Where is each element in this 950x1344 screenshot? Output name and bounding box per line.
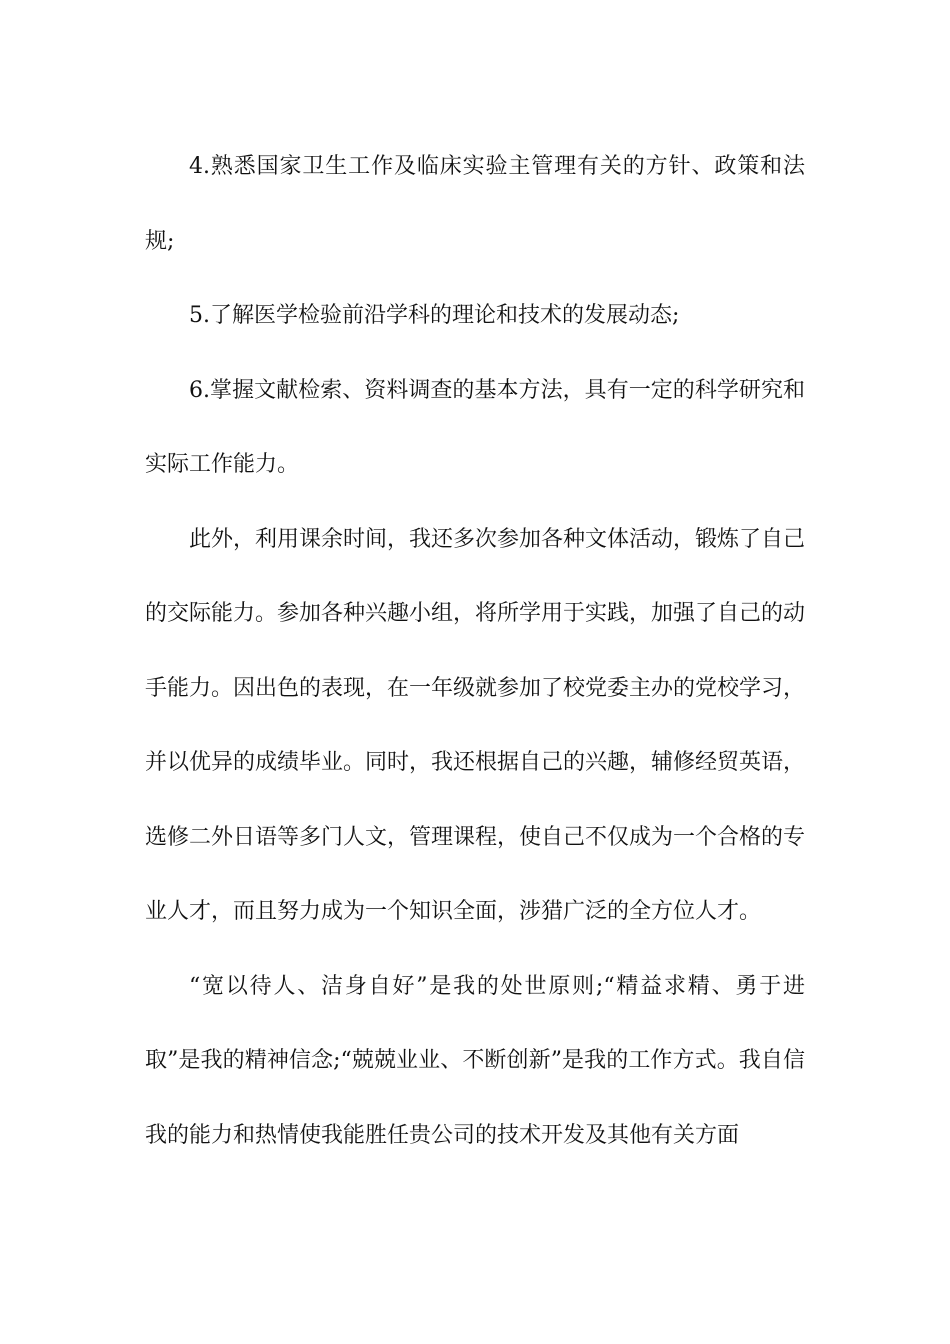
paragraph-item-5: 5.了解医学检验前沿学科的理论和技术的发展动态; <box>189 303 680 328</box>
paragraph-extracurricular: 此外，利用课余时间，我还多次参加各种文体活动，锻炼了自己的交际能力。参加各种兴趣小组，将所学用于实践，加强了自己的动手能力。因出色的表现，在一年级就参加了校党委主办的党校学习，并以优异的成绩毕业。同时，我还根据自己的兴趣，辅修经贸英语，选修二外日语等多门人文，管理课程，使自己不仅成为一个合格的专业人才，而且努力成为一个知识全面，涉猎广泛的全方位人才。 <box>145 526 806 924</box>
document-body <box>145 130 805 1173</box>
paragraph-item-4: 4.熟悉国家卫生工作及临床实验主管理有关的方针、政策和法规; <box>145 154 805 254</box>
paragraph-item-6: 6.掌握文献检索、资料调查的基本方法，具有一定的科学研究和实际工作能力。 <box>145 377 805 477</box>
paragraph-principles: “宽以待人、洁身自好”是我的处世原则;“精益求精、勇于进取”是我的精神信念;“兢兢业业、不断创新”是我的工作方式。我自信我的能力和热情使我能胜任贵公司的技术开发及其他有关方面 <box>145 973 805 1148</box>
